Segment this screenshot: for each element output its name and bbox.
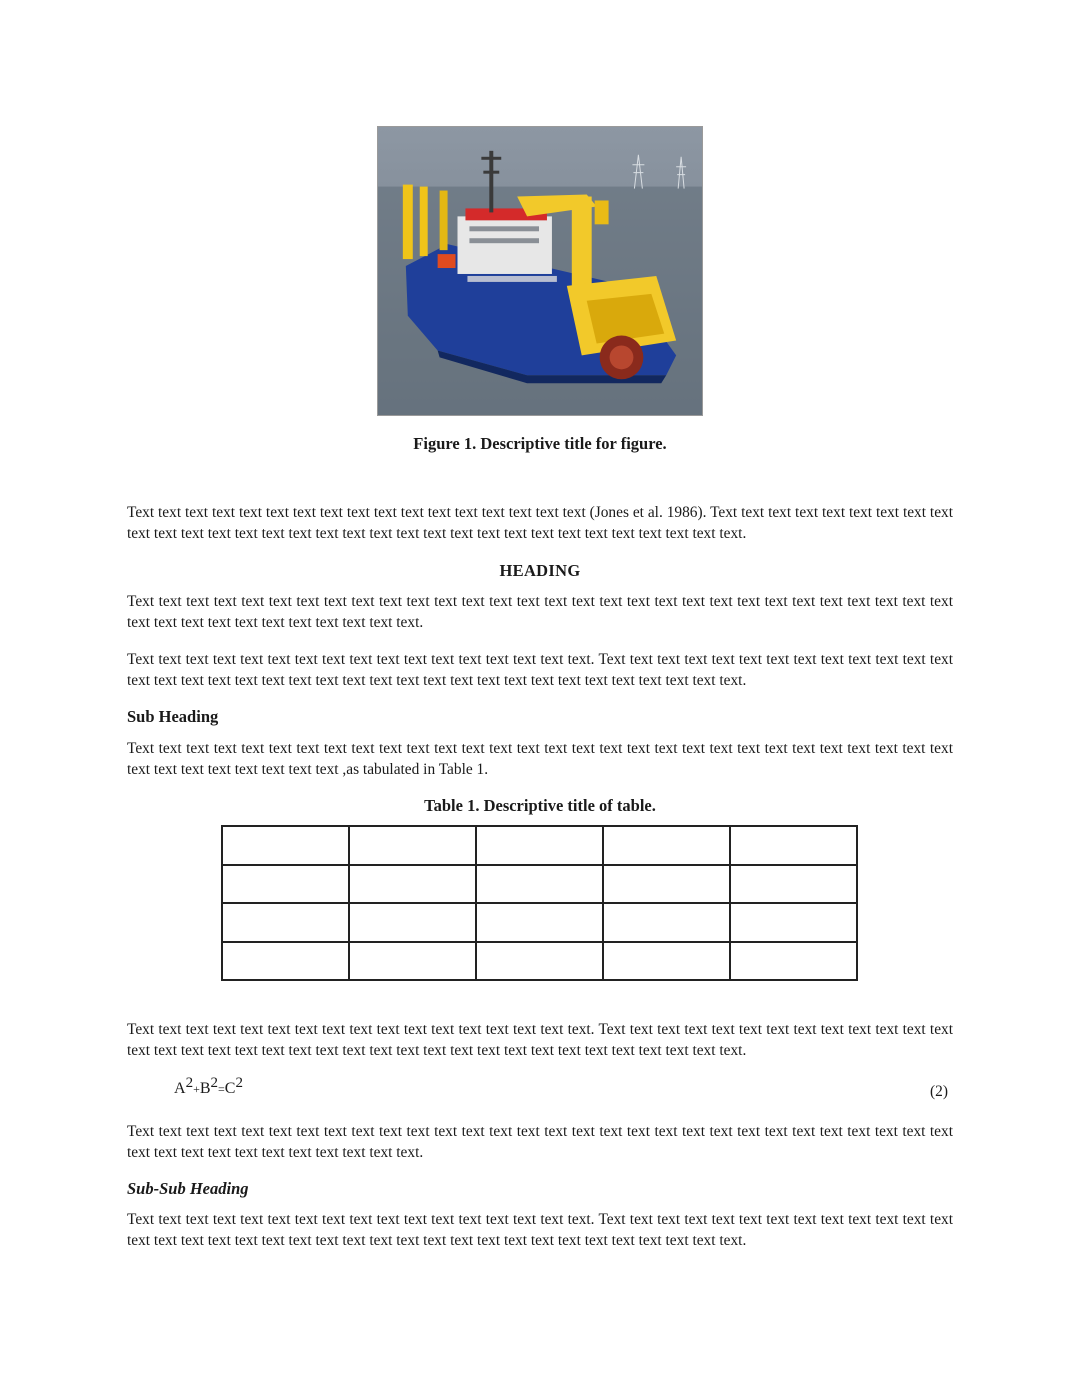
- paragraph-3: Text text text text text text text text text text text text text text text text text. Text text text text text text text text text text text text text text text text text text text text text text text text text text text text text text text text text text text text.: [127, 651, 953, 689]
- table-cell: [603, 865, 730, 904]
- table-row: [222, 826, 857, 865]
- table-cell: [730, 865, 857, 904]
- eq-c: C: [224, 1080, 236, 1097]
- paragraph-6: Text text text text text text text text text text text text text text text text text text text text text text text text text text text text text text text text text text text text text text text text text.: [127, 1123, 953, 1161]
- eq-equals: =: [218, 1082, 225, 1096]
- section-heading: HEADING: [499, 561, 581, 580]
- table-cell: [603, 942, 730, 981]
- table-cell: [349, 826, 476, 865]
- table-cell: [222, 903, 349, 942]
- eq-b: B: [199, 1080, 211, 1097]
- table-row: [222, 865, 857, 904]
- eq-exp-c: 2: [235, 1075, 243, 1091]
- table-cell: [603, 903, 730, 942]
- paragraph-1: Text text text text text text text text text text text text text text text text text (Jones et al. 1986). Text text text text text text text text text text text text text text text text text text text text text text text text text text text text text text text text.: [127, 504, 953, 542]
- table-cell: [476, 865, 603, 904]
- eq-exp-a: 2: [185, 1075, 194, 1091]
- table-row: [222, 942, 857, 981]
- table-cell: [476, 903, 603, 942]
- eq-a: A: [174, 1080, 186, 1097]
- table-cell: [349, 942, 476, 981]
- data-table: [221, 825, 858, 981]
- equation-number: (2): [930, 1083, 948, 1100]
- paragraph-7: Text text text text text text text text text text text text text text text text text. Text text text text text text text text text text text text text text text text text text text text text text text text text text text text text text text text text text text text.: [127, 1211, 953, 1249]
- table-cell: [476, 826, 603, 865]
- table-cell: [603, 826, 730, 865]
- table-cell: [730, 826, 857, 865]
- table-cell: [222, 826, 349, 865]
- table-cell: [222, 865, 349, 904]
- table-cell: [730, 903, 857, 942]
- paragraph-2: Text text text text text text text text text text text text text text text text text text text text text text text text text text text text text text text text text text text text text text text text text.: [127, 593, 953, 631]
- figure-caption: Figure 1. Descriptive title for figure.: [413, 434, 667, 453]
- paragraph-5: Text text text text text text text text text text text text text text text text text. Text text text text text text text text text text text text text text text text text text text text text text text text text text text text text text text text text text text text.: [127, 1021, 953, 1059]
- paragraph-4: Text text text text text text text text text text text text text text text text text text text text text text text text text text text text text text text text text text text text text text ,as tabulated in Table 1.: [127, 740, 953, 778]
- figure-image: [377, 126, 703, 416]
- table-cell: [222, 942, 349, 981]
- equation: [174, 1075, 243, 1098]
- table-cell: [476, 942, 603, 981]
- dredger-ship-image: [378, 127, 702, 415]
- table-cell: [349, 865, 476, 904]
- sub-sub-heading: Sub-Sub Heading: [127, 1179, 249, 1198]
- table-cell: [730, 942, 857, 981]
- table-cell: [349, 903, 476, 942]
- eq-plus: +: [193, 1082, 200, 1096]
- table-caption: Table 1. Descriptive title of table.: [424, 796, 656, 815]
- table-row: [222, 903, 857, 942]
- sub-heading: Sub Heading: [127, 707, 219, 726]
- eq-exp-b: 2: [210, 1075, 219, 1091]
